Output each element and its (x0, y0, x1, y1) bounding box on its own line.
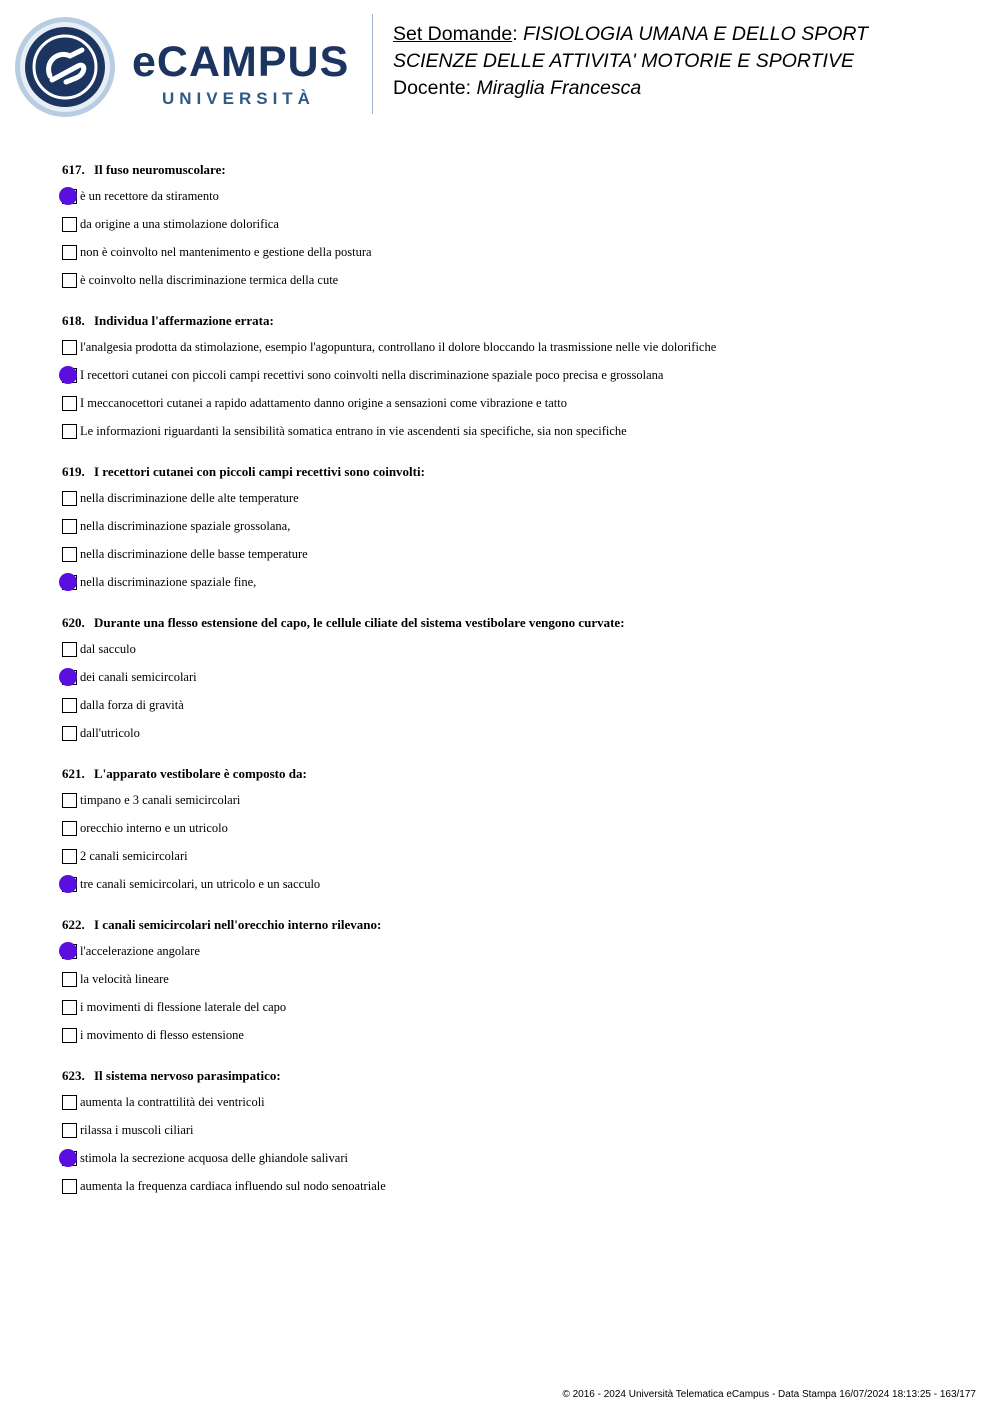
answer-text: aumenta la frequenza cardiaca influendo sul nodo senoatriale (80, 1179, 386, 1193)
answer-text: tre canali semicircolari, un utricolo e un sacculo (80, 877, 321, 891)
answer-checkbox[interactable] (62, 1000, 77, 1015)
answer-text: non è coinvolto nel mantenimento e gestione della postura (80, 245, 372, 259)
answer-option[interactable] (62, 1148, 962, 1176)
question-block (62, 915, 962, 1053)
header-set-line: Set Domande: FISIOLOGIA UMANA E DELLO SPORT (393, 23, 869, 45)
answer-text: l'accelerazione angolare (80, 944, 200, 958)
answer-option[interactable] (62, 544, 962, 572)
answer-checkbox[interactable] (62, 491, 77, 506)
answer-checkbox[interactable] (62, 793, 77, 808)
subject-line-2: SCIENZE DELLE ATTIVITA' MOTORIE E SPORTIVE (393, 50, 854, 72)
answer-text: dal sacculo (80, 642, 136, 656)
question-text: Individua l'affermazione errata: (94, 313, 274, 328)
answer-option[interactable] (62, 1176, 962, 1204)
answer-option[interactable] (62, 572, 962, 600)
answer-option[interactable] (62, 667, 962, 695)
question-text: L'apparato vestibolare è composto da: (94, 766, 307, 781)
answer-text: da origine a una stimolazione dolorifica (80, 217, 279, 231)
answer-option[interactable] (62, 270, 962, 298)
answer-checkbox[interactable] (62, 821, 77, 836)
answer-checkbox[interactable] (62, 217, 77, 232)
answer-checkbox[interactable] (62, 1095, 77, 1110)
answer-text: dei canali semicircolari (80, 670, 197, 684)
answer-text: è un recettore da stiramento (80, 189, 219, 203)
subject-line-1: FISIOLOGIA UMANA E DELLO SPORT (523, 23, 869, 45)
answer-option[interactable] (62, 365, 962, 393)
answer-text: stimola la secrezione acquosa delle ghiandole salivari (80, 1151, 348, 1165)
question-number: 622. (62, 917, 85, 932)
answer-option[interactable] (62, 516, 962, 544)
answer-checkbox[interactable] (62, 642, 77, 657)
answer-checkbox[interactable] (62, 340, 77, 355)
question-block (62, 613, 962, 751)
question-block (62, 311, 962, 449)
answer-text: nella discriminazione delle alte temperature (80, 491, 299, 505)
correct-answer-dot-icon (59, 668, 77, 686)
answer-text: dall'utricolo (80, 726, 140, 740)
correct-answer-dot-icon (59, 1149, 77, 1167)
answer-option[interactable] (62, 874, 962, 902)
answer-option[interactable] (62, 186, 962, 214)
answer-text: timpano e 3 canali semicircolari (80, 793, 241, 807)
answer-text: 2 canali semicircolari (80, 849, 188, 863)
question-title (62, 1066, 962, 1086)
question-text: Il sistema nervoso parasimpatico: (94, 1068, 281, 1083)
answer-option[interactable] (62, 1092, 962, 1120)
answer-option[interactable] (62, 639, 962, 667)
answer-checkbox[interactable] (62, 1179, 77, 1194)
answer-text: è coinvolto nella discriminazione termica della cute (80, 273, 339, 287)
answer-checkbox[interactable] (62, 698, 77, 713)
answer-checkbox[interactable] (62, 245, 77, 260)
answer-option[interactable] (62, 695, 962, 723)
header-docente-line: Docente: Miraglia Francesca (393, 77, 642, 99)
answer-text: nella discriminazione spaziale fine, (80, 575, 257, 589)
logo-brand-text: eCAMPUS (132, 38, 350, 86)
answer-option[interactable] (62, 846, 962, 874)
question-number: 617. (62, 162, 85, 177)
question-title (62, 915, 962, 935)
page-footer: © 2016 - 2024 Università Telematica eCampus - Data Stampa 16/07/2024 18:13:25 - 163/177 (562, 1389, 976, 1400)
question-number: 619. (62, 464, 85, 479)
correct-answer-dot-icon (59, 187, 77, 205)
answer-text: nella discriminazione delle basse temperature (80, 547, 308, 561)
question-title (62, 764, 962, 784)
answer-checkbox[interactable] (62, 396, 77, 411)
answer-checkbox[interactable] (62, 972, 77, 987)
question-number: 618. (62, 313, 85, 328)
answer-option[interactable] (62, 818, 962, 846)
answer-option[interactable] (62, 421, 962, 449)
answer-option[interactable] (62, 790, 962, 818)
question-title (62, 311, 962, 331)
set-label: Set Domande (393, 23, 513, 45)
answer-text: l'analgesia prodotta da stimolazione, esempio l'agopuntura, controllano il dolore bloccando la trasmissione nelle vie dolorifiche (80, 340, 717, 354)
correct-answer-dot-icon (59, 942, 77, 960)
answer-checkbox[interactable] (62, 547, 77, 562)
question-title (62, 613, 962, 633)
answer-option[interactable] (62, 393, 962, 421)
answer-checkbox[interactable] (62, 849, 77, 864)
answer-option[interactable] (62, 488, 962, 516)
question-title (62, 462, 962, 482)
answer-option[interactable] (62, 941, 962, 969)
answer-text: nella discriminazione spaziale grossolana, (80, 519, 291, 533)
answer-text: i movimento di flesso estensione (80, 1028, 244, 1042)
answer-checkbox[interactable] (62, 1123, 77, 1138)
answer-text: I recettori cutanei con piccoli campi recettivi sono coinvolti nella discriminazione spaziale poco precisa e grossolana (80, 368, 664, 382)
answer-text: orecchio interno e un utricolo (80, 821, 228, 835)
question-block (62, 160, 962, 298)
question-text: Durante una flesso estensione del capo, le cellule ciliate del sistema vestibolare vengono curvate: (94, 615, 625, 630)
question-block (62, 764, 962, 902)
header-divider (372, 14, 373, 114)
answer-text: rilassa i muscoli ciliari (80, 1123, 194, 1137)
answer-option[interactable] (62, 337, 962, 365)
question-text: I recettori cutanei con piccoli campi recettivi sono coinvolti: (94, 464, 425, 479)
question-block (62, 462, 962, 600)
question-number: 620. (62, 615, 85, 630)
question-block (62, 1066, 962, 1204)
answer-text: i movimenti di flessione laterale del capo (80, 1000, 287, 1014)
answer-text: dalla forza di gravità (80, 698, 184, 712)
answer-option[interactable] (62, 242, 962, 270)
correct-answer-dot-icon (59, 366, 77, 384)
answer-option[interactable] (62, 723, 962, 751)
answer-text: I meccanocettori cutanei a rapido adattamento danno origine a sensazioni come vibrazione e tatto (80, 396, 567, 410)
question-list (62, 160, 962, 1217)
ecampus-wordmark-logo (132, 36, 357, 112)
answer-checkbox[interactable] (62, 519, 77, 534)
answer-option[interactable] (62, 997, 962, 1025)
docente-name: Miraglia Francesca (476, 77, 642, 99)
header-info (393, 21, 868, 102)
answer-option[interactable] (62, 1025, 962, 1053)
question-number: 621. (62, 766, 85, 781)
question-title (62, 160, 962, 180)
answer-option[interactable] (62, 214, 962, 242)
answer-text: Le informazioni riguardanti la sensibilità somatica entrano in vie ascendenti sia specifiche, sia non specifiche (80, 424, 627, 438)
question-number: 623. (62, 1068, 85, 1083)
answer-checkbox[interactable] (62, 424, 77, 439)
docente-label: Docente (393, 77, 466, 99)
correct-answer-dot-icon (59, 573, 77, 591)
answer-text: aumenta la contrattilità dei ventricoli (80, 1095, 265, 1109)
ecampus-seal-logo (14, 16, 116, 118)
answer-checkbox[interactable] (62, 726, 77, 741)
answer-option[interactable] (62, 1120, 962, 1148)
answer-checkbox[interactable] (62, 1028, 77, 1043)
answer-option[interactable] (62, 969, 962, 997)
question-text: I canali semicircolari nell'orecchio interno rilevano: (94, 917, 382, 932)
answer-text: la velocità lineare (80, 972, 169, 986)
logo-sub-text: UNIVERSITÀ (162, 89, 315, 108)
correct-answer-dot-icon (59, 875, 77, 893)
question-text: Il fuso neuromuscolare: (94, 162, 226, 177)
answer-checkbox[interactable] (62, 273, 77, 288)
